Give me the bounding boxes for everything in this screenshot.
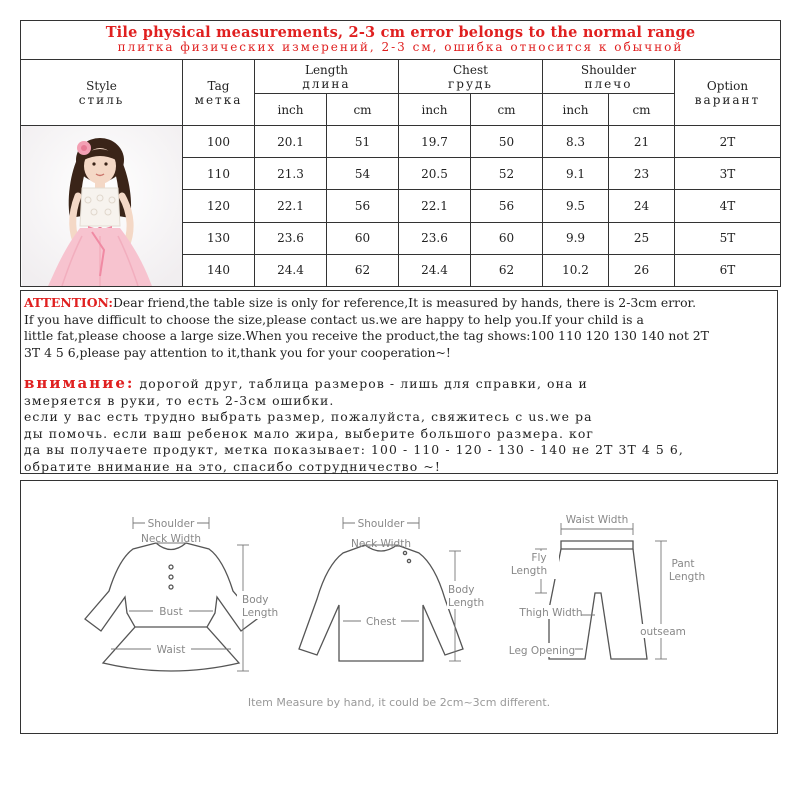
dress-body-length-label-2: Length [242, 607, 279, 619]
pants-outline-icon [549, 541, 647, 659]
header-chest: Chest грудь [399, 60, 543, 94]
table-title [21, 21, 781, 60]
header-shoulder: Shoulder плечо [543, 60, 675, 94]
pants-pant-length-label-2: Length [668, 571, 706, 583]
subheader-cm: cm [327, 94, 399, 126]
vnimanie-text: дорогой друг, таблица размеров - лишь для справки, она и змеряется в руки, то есть 2-3см ошибки. если у вас есть трудно выбрать размер, пожалуйста, свяжитесь с us.we ра ды помочь. если ваш ребенок мало жира, выберите большого размера. ког да вы получаете продукт, метка показывает: 100 - 110 - 120 - 130 - 140 не 2T 3T 4 5 6, обратите внимание на это, спасибо сотрудничество ~! [24, 376, 684, 474]
product-photo-cell [21, 126, 183, 287]
pants-waist-width-label: Waist Width [565, 514, 629, 526]
cell-shoulder-inch: 9.5 [543, 190, 609, 222]
cell-length-inch: 20.1 [255, 126, 327, 158]
pants-thigh-width-label: Thigh Width [519, 607, 583, 619]
header-style: Style стиль [21, 60, 183, 126]
header-tag: Tag метка [183, 60, 255, 126]
subheader-cm: cm [471, 94, 543, 126]
cell-shoulder-cm: 26 [609, 254, 675, 286]
cell-length-cm: 54 [327, 158, 399, 190]
cell-length-inch: 21.3 [255, 158, 327, 190]
measurement-diagram [20, 480, 778, 734]
cell-length-cm: 56 [327, 190, 399, 222]
top-body-length-label: Body [448, 584, 475, 596]
cell-chest-inch: 20.5 [399, 158, 471, 190]
cell-option: 3T [675, 158, 781, 190]
table-row [21, 126, 781, 158]
cell-length-cm: 51 [327, 126, 399, 158]
cell-shoulder-inch: 8.3 [543, 126, 609, 158]
size-table [20, 20, 781, 287]
cell-shoulder-inch: 9.9 [543, 222, 609, 254]
cell-shoulder-inch: 9.1 [543, 158, 609, 190]
subheader-inch: inch [399, 94, 471, 126]
cell-option: 2T [675, 126, 781, 158]
cell-chest-inch: 19.7 [399, 126, 471, 158]
cell-chest-cm: 52 [471, 158, 543, 190]
pants-fly-length-label: Fly [531, 552, 547, 564]
cell-option: 6T [675, 254, 781, 286]
cell-shoulder-cm: 24 [609, 190, 675, 222]
cell-shoulder-inch: 10.2 [543, 254, 609, 286]
cell-tag: 110 [183, 158, 255, 190]
cell-tag: 100 [183, 126, 255, 158]
dress-waist-label: Waist [156, 644, 186, 656]
measure-caption: Item Measure by hand, it could be 2cm~3cm different. [247, 696, 551, 709]
top-chest-label: Chest [365, 616, 397, 628]
attention-label: ATTENTION: [24, 295, 113, 310]
product-photo [22, 126, 182, 286]
cell-chest-cm: 62 [471, 254, 543, 286]
cell-chest-cm: 50 [471, 126, 543, 158]
top-body-length-label-2: Length [448, 597, 485, 609]
title-english: Tile physical measurements, 2-3 cm error belongs to the normal range [105, 24, 696, 41]
cell-shoulder-cm: 21 [609, 126, 675, 158]
header-option: Option вариант [675, 60, 781, 126]
dress-bust-label: Bust [159, 606, 183, 618]
cell-shoulder-cm: 23 [609, 158, 675, 190]
dress-shoulder-label: Shoulder [147, 518, 195, 530]
cell-chest-inch: 24.4 [399, 254, 471, 286]
attention-russian [24, 375, 774, 475]
cell-length-cm: 60 [327, 222, 399, 254]
top-neck-width-label: Neck Width [350, 538, 412, 550]
girl-in-pink-dress-illustration [22, 126, 182, 286]
vnimanie-label: внимание: [24, 374, 135, 392]
cell-chest-cm: 60 [471, 222, 543, 254]
cell-shoulder-cm: 25 [609, 222, 675, 254]
cell-length-inch: 22.1 [255, 190, 327, 222]
subheader-inch: inch [543, 94, 609, 126]
attention-english [24, 295, 774, 361]
cell-length-inch: 24.4 [255, 254, 327, 286]
cell-option: 5T [675, 222, 781, 254]
cell-length-inch: 23.6 [255, 222, 327, 254]
pants-outseam-label: outseam [640, 626, 686, 638]
cell-tag: 120 [183, 190, 255, 222]
cell-length-cm: 62 [327, 254, 399, 286]
subheader-inch: inch [255, 94, 327, 126]
subheader-cm: cm [609, 94, 675, 126]
top-outline-icon [299, 545, 463, 661]
pants-fly-length-label-2: Length [510, 565, 548, 577]
header-length: Length длина [255, 60, 399, 94]
cell-chest-cm: 56 [471, 190, 543, 222]
dress-neck-width-label: Neck Width [140, 533, 202, 545]
cell-option: 4T [675, 190, 781, 222]
dress-body-length-label: Body [242, 594, 269, 606]
cell-tag: 140 [183, 254, 255, 286]
pants-leg-opening-label: Leg Opening [508, 645, 576, 657]
title-russian: плитка физических измерений, 2-3 см, ошибка относится к обычной [117, 40, 684, 54]
cell-tag: 130 [183, 222, 255, 254]
attention-text: Dear friend,the table size is only for reference,It is measured by hands, there is 2-3cm error. If you have difficult to choose the size,please contact us.we are happy to help you.If your child is a little fat,please choose a large size.When you receive the product,the tag shows:100 110 120 130 140 not 2T 3T 4 5 6,please pay attention to it,thank you for your cooperation~! [24, 295, 709, 360]
top-shoulder-label: Shoulder [357, 518, 405, 530]
cell-chest-inch: 22.1 [399, 190, 471, 222]
pants-pant-length-label: Pant [671, 558, 695, 570]
attention-notice [20, 290, 778, 474]
cell-chest-inch: 23.6 [399, 222, 471, 254]
